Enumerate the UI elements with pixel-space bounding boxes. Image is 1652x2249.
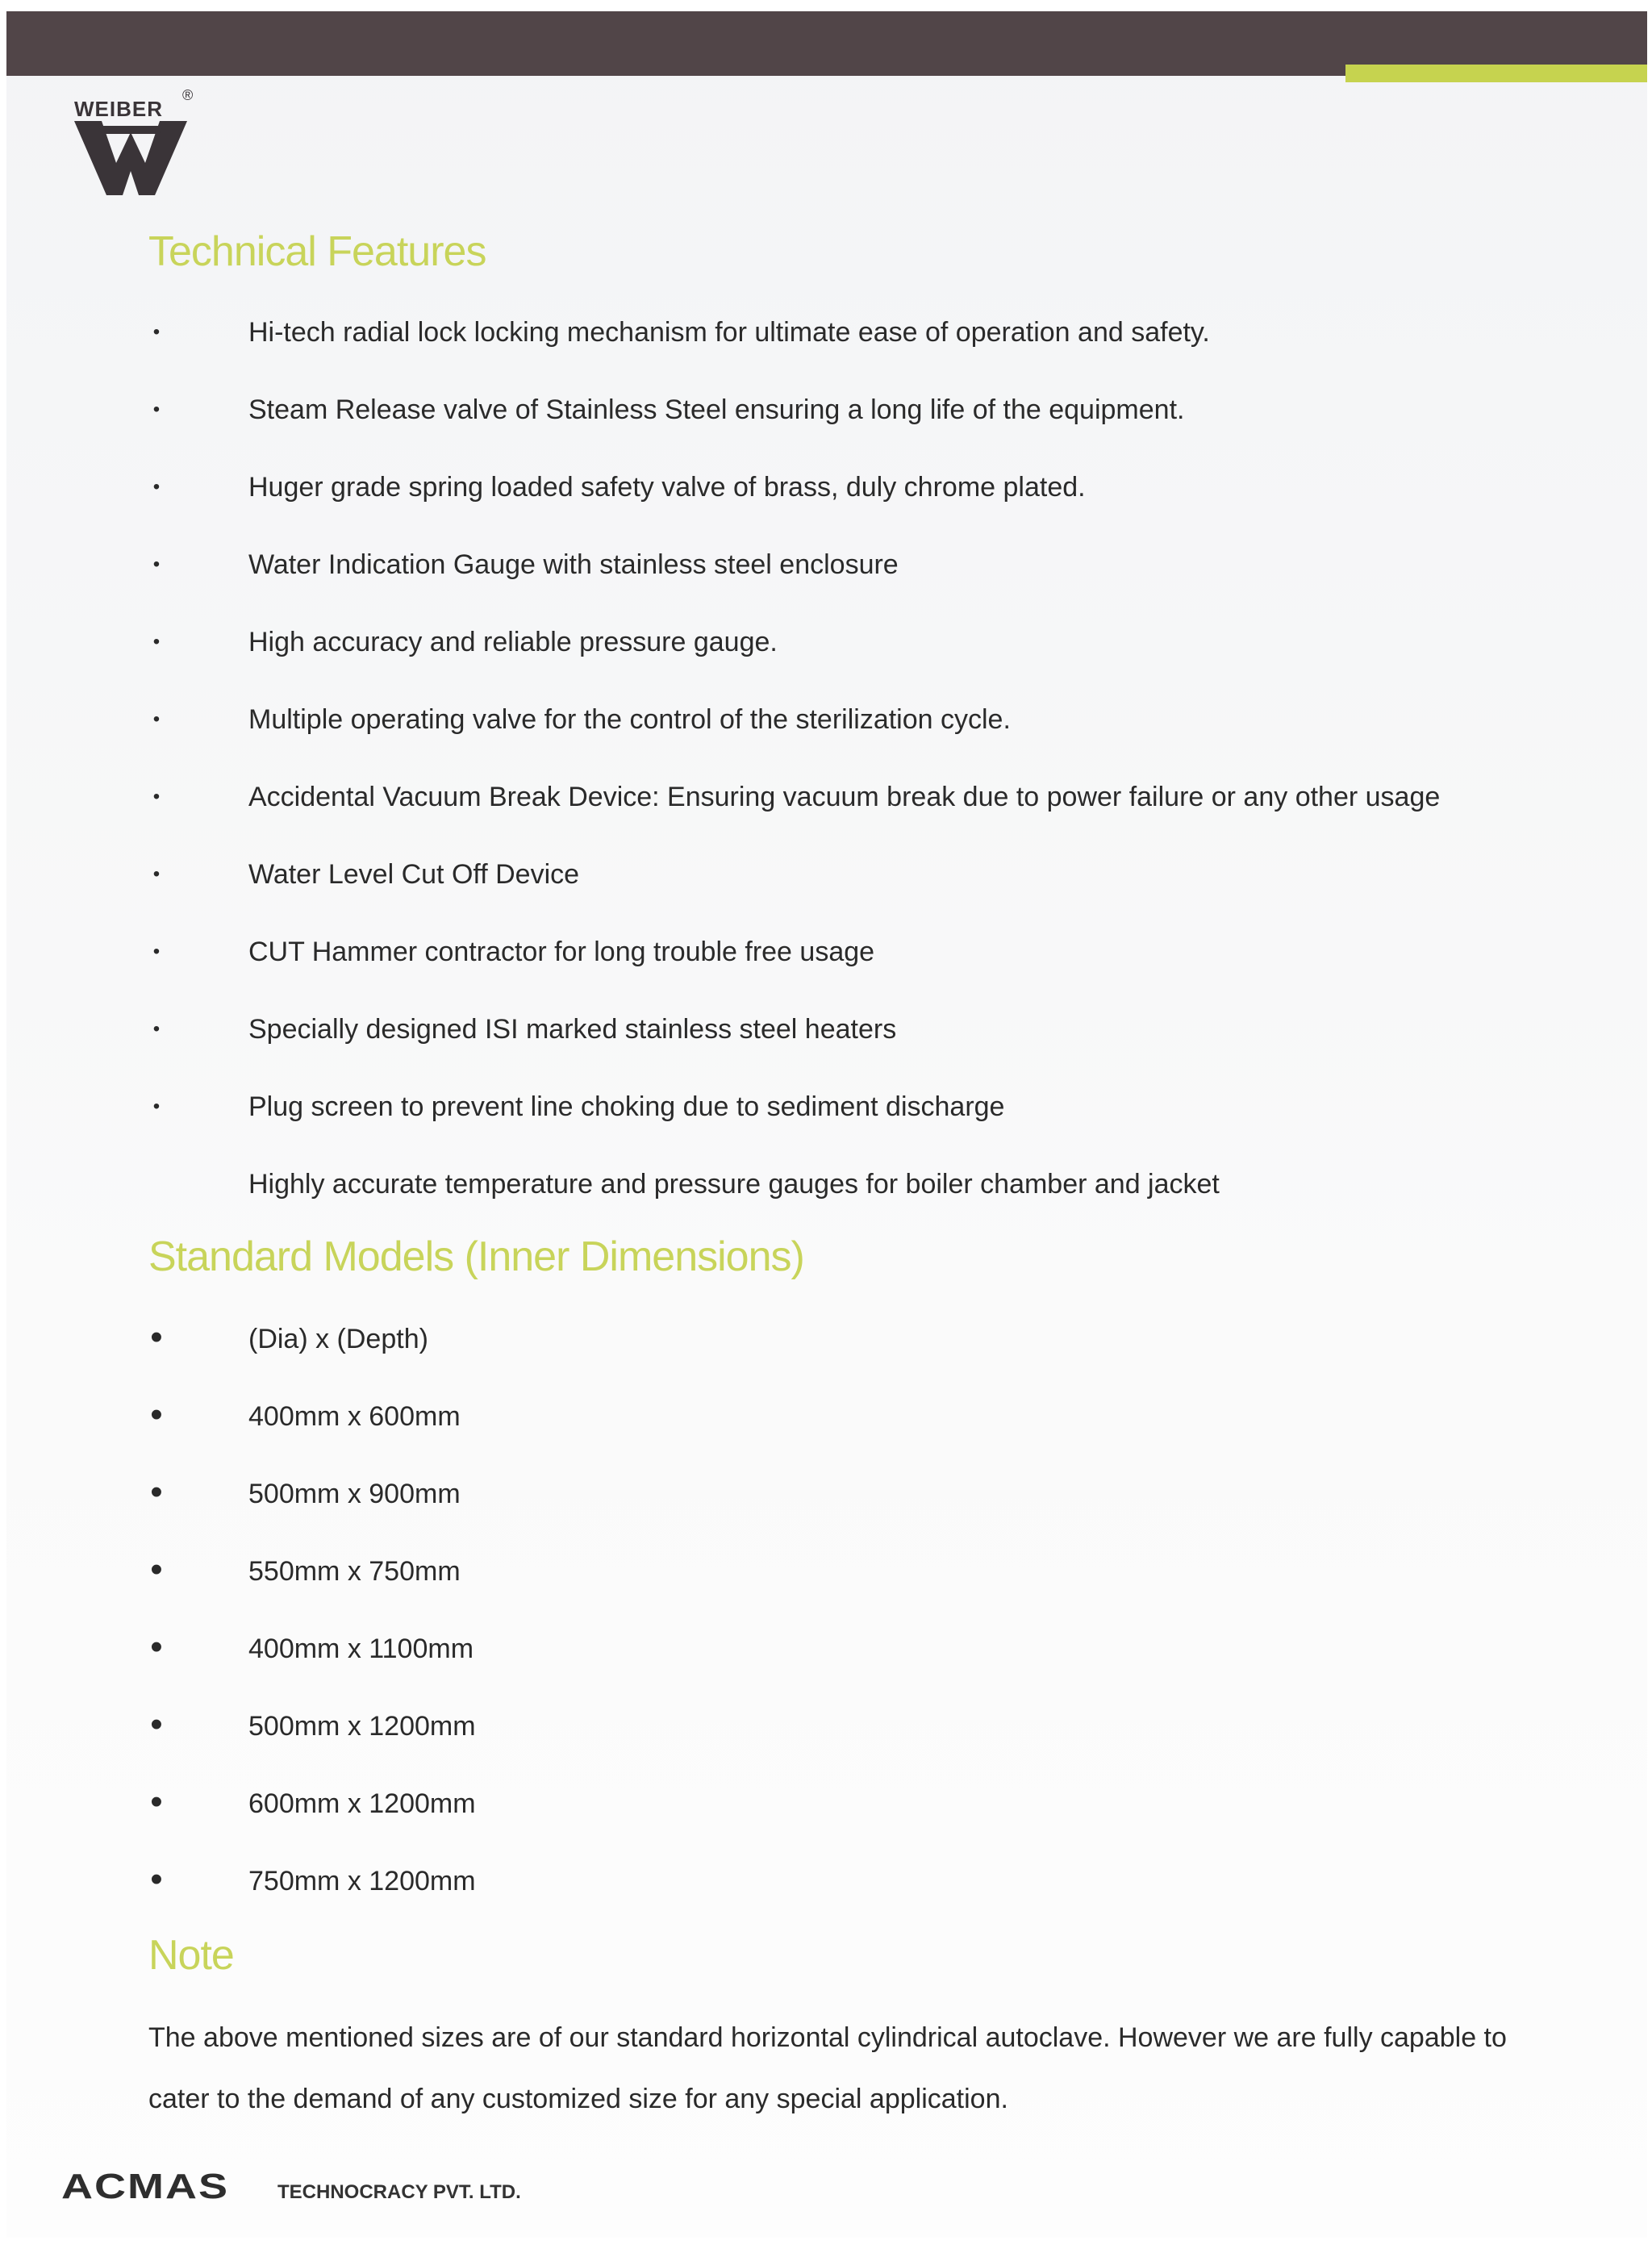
list-item-text: 400mm x 1100mm bbox=[248, 1634, 474, 1664]
bullet-icon: • bbox=[150, 1317, 163, 1357]
bullet-icon: • bbox=[152, 553, 161, 575]
bullet-icon: • bbox=[150, 1550, 163, 1589]
list-item bbox=[148, 465, 1440, 542]
bullet-icon: • bbox=[150, 1859, 163, 1899]
list-item-text: 550mm x 750mm bbox=[248, 1556, 461, 1587]
bullet-icon: • bbox=[150, 1472, 163, 1512]
bullet-icon: • bbox=[152, 786, 161, 807]
list-item bbox=[148, 1626, 476, 1704]
list-item bbox=[148, 929, 1440, 1007]
list-item-text: Specially designed ISI marked stainless steel heaters bbox=[248, 1014, 897, 1045]
list-item bbox=[148, 1471, 476, 1549]
list-item-text: Plug screen to prevent line choking due to sediment discharge bbox=[248, 1091, 1005, 1122]
list-item-text: Hi-tech radial lock locking mechanism for ultimate ease of operation and safety. bbox=[248, 317, 1210, 348]
list-item bbox=[148, 1007, 1440, 1084]
list-item-text: (Dia) x (Depth) bbox=[248, 1324, 428, 1354]
list-item bbox=[148, 1316, 476, 1394]
technical-features-list bbox=[148, 310, 1440, 1239]
bullet-icon: • bbox=[152, 1018, 161, 1040]
list-item bbox=[148, 1549, 476, 1626]
list-item bbox=[148, 1394, 476, 1471]
list-item-text: Multiple operating valve for the control of the sterilization cycle. bbox=[248, 704, 1011, 735]
bullet-icon: • bbox=[150, 1704, 163, 1744]
list-item-text: 750mm x 1200mm bbox=[248, 1866, 476, 1896]
list-item-text: Highly accurate temperature and pressure gauges for boiler chamber and jacket bbox=[248, 1169, 1220, 1200]
list-item bbox=[148, 542, 1440, 620]
list-item bbox=[148, 774, 1440, 852]
bullet-icon: • bbox=[152, 1095, 161, 1117]
list-item-text: 400mm x 600mm bbox=[248, 1401, 461, 1432]
bullet-icon: • bbox=[150, 1395, 163, 1434]
weiber-logo bbox=[74, 87, 195, 192]
list-item bbox=[148, 1162, 1440, 1239]
note-paragraph: The above mentioned sizes are of our standard horizontal cylindrical autoclave. However we are fully capable to cater to the demand of any customized size for any special application. bbox=[148, 2022, 1507, 2114]
list-item-text: 500mm x 1200mm bbox=[248, 1711, 476, 1742]
list-item-text: 500mm x 900mm bbox=[248, 1479, 461, 1509]
list-item bbox=[148, 1781, 476, 1859]
list-item-text: Water Indication Gauge with stainless steel enclosure bbox=[248, 549, 899, 580]
bullet-icon: • bbox=[152, 631, 161, 653]
list-item-text: Huger grade spring loaded safety valve of brass, duly chrome plated. bbox=[248, 472, 1086, 503]
list-item bbox=[148, 310, 1440, 387]
list-item-text: Water Level Cut Off Device bbox=[248, 859, 580, 890]
list-item bbox=[148, 387, 1440, 465]
list-item-text: 600mm x 1200mm bbox=[248, 1788, 476, 1819]
bullet-icon: • bbox=[152, 708, 161, 730]
note-heading: Note bbox=[148, 1932, 234, 1979]
standard-models-heading: Standard Models (Inner Dimensions) bbox=[148, 1233, 804, 1280]
acmas-logo: ACMAS bbox=[61, 2167, 229, 2206]
logo-wordmark: WEIBER bbox=[74, 97, 163, 121]
list-item-text: High accuracy and reliable pressure gauge. bbox=[248, 627, 778, 657]
bullet-icon: • bbox=[150, 1782, 163, 1821]
list-item bbox=[148, 1704, 476, 1781]
list-item bbox=[148, 620, 1440, 697]
bullet-icon: • bbox=[152, 398, 161, 420]
list-item bbox=[148, 697, 1440, 774]
bullet-icon: • bbox=[152, 941, 161, 962]
list-item bbox=[148, 852, 1440, 929]
bullet-icon: • bbox=[152, 476, 161, 498]
list-item-text: Accidental Vacuum Break Device: Ensuring vacuum break due to power failure or any other usage bbox=[248, 782, 1441, 812]
standard-models-list bbox=[148, 1316, 476, 1936]
bullet-icon: • bbox=[152, 863, 161, 885]
logo-w-icon bbox=[74, 121, 187, 195]
list-item bbox=[148, 1084, 1440, 1162]
bullet-icon: • bbox=[152, 321, 161, 343]
footer-company-name: TECHNOCRACY PVT. LTD. bbox=[277, 2181, 521, 2203]
bullet-icon: • bbox=[150, 1627, 163, 1667]
registered-mark: ® bbox=[182, 87, 194, 103]
list-item-text: Steam Release valve of Stainless Steel ensuring a long life of the equipment. bbox=[248, 394, 1185, 425]
list-item bbox=[148, 1859, 476, 1936]
technical-features-heading: Technical Features bbox=[148, 228, 486, 275]
header-accent-bar bbox=[1345, 65, 1647, 82]
list-item-text: CUT Hammer contractor for long trouble free usage bbox=[248, 937, 875, 967]
